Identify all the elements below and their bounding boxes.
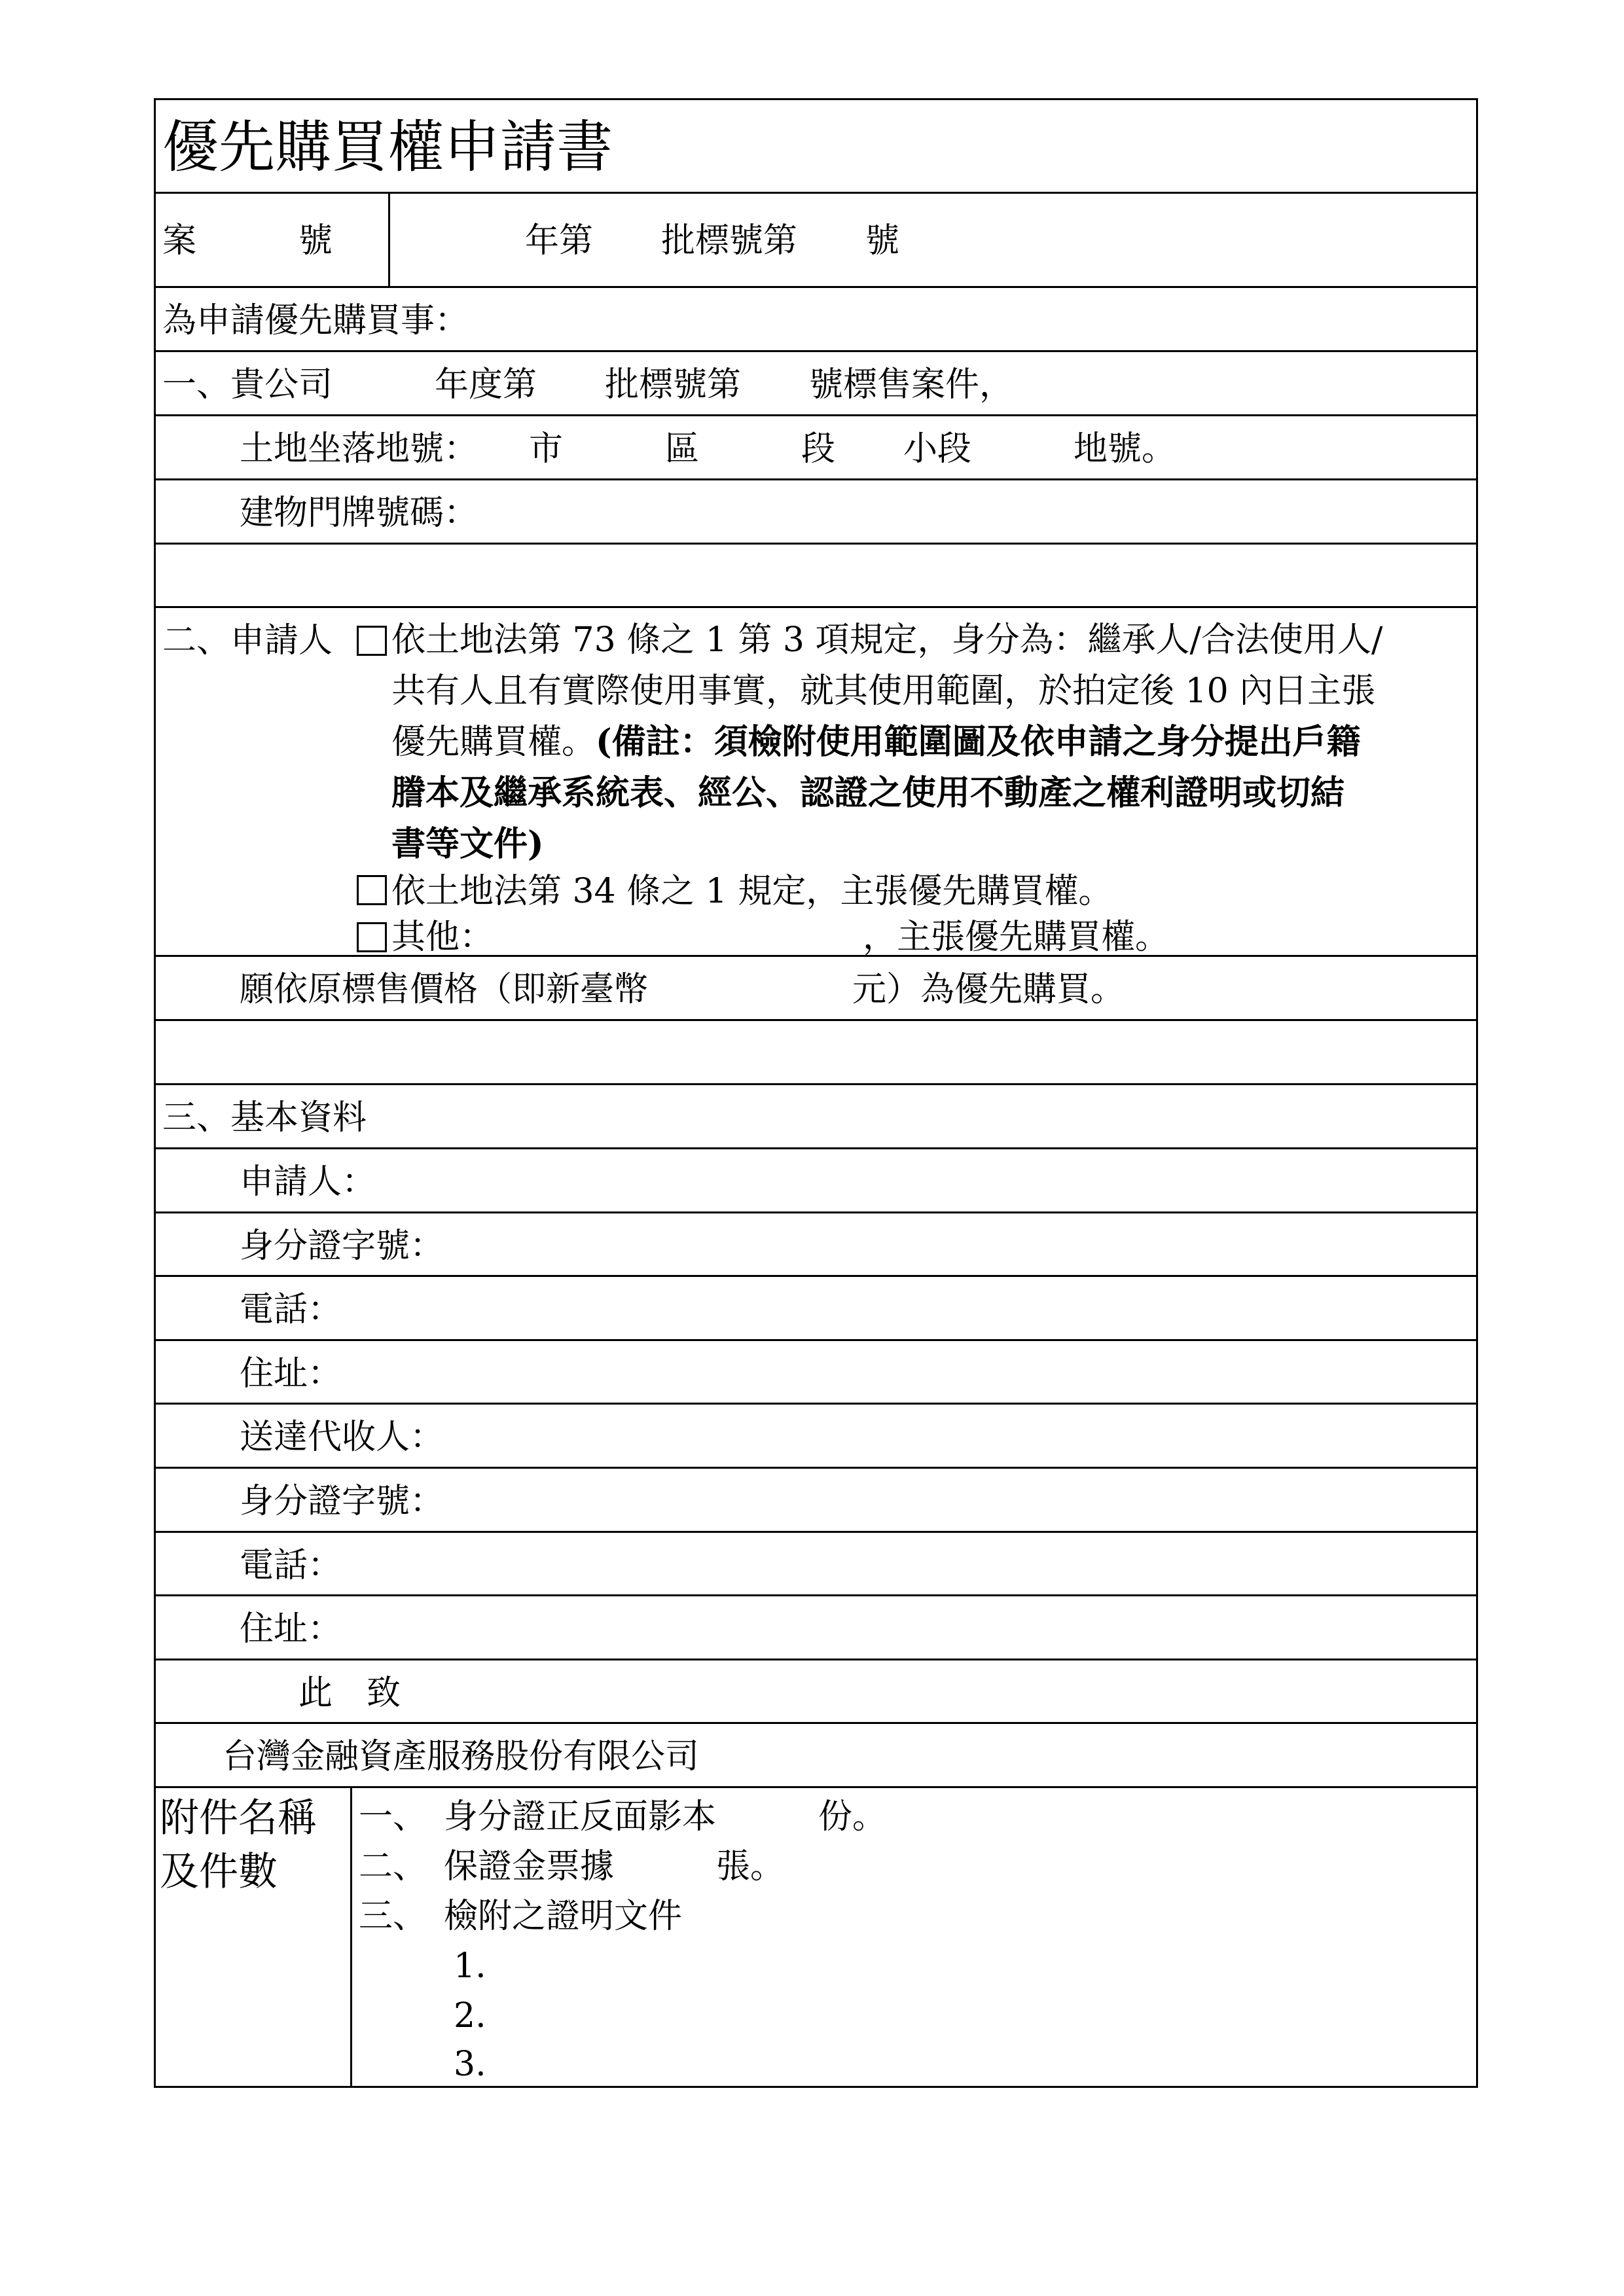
agent-id-label: 身分證字號： bbox=[240, 1482, 444, 1521]
case-number-label: 案 號 bbox=[162, 221, 333, 260]
land-location-line: 土地坐落地號： 市 區 段 小段 地號。 bbox=[240, 429, 1176, 469]
agent-phone-label: 電話： bbox=[240, 1546, 342, 1585]
title-row bbox=[156, 100, 1476, 194]
price-row bbox=[156, 957, 1476, 1021]
option1-line3 bbox=[391, 715, 1361, 769]
option1-note-start: (備註：須檢附使用範圍圖及依申請之身分提出戶籍 bbox=[596, 722, 1361, 762]
attachment-sub2: 2. bbox=[454, 1996, 486, 2036]
attachments-row bbox=[156, 1788, 1476, 2086]
agent-id-row bbox=[156, 1469, 1476, 1533]
land-location-row bbox=[156, 416, 1476, 480]
case-number-row bbox=[156, 194, 1476, 288]
section2-row bbox=[156, 608, 1476, 957]
option3-suffix: ，主張優先購買權。 bbox=[863, 918, 1170, 957]
attachments-divider bbox=[350, 1788, 352, 2086]
applicant-id-row bbox=[156, 1213, 1476, 1277]
attachment-item1: 一、 身分證正反面影本 份。 bbox=[359, 1797, 887, 1837]
recipient-row bbox=[156, 1724, 1476, 1788]
form-title: 優先購買權申請書 bbox=[162, 115, 613, 180]
applicant-address-row bbox=[156, 1341, 1476, 1405]
option1-line2: 共有人且有實際使用事實，就其使用範圍，於拍定後 10 內日主張 bbox=[391, 672, 1376, 711]
attachment-sub3: 3. bbox=[454, 2045, 486, 2084]
recipient-company: 台灣金融資產服務股份有限公司 bbox=[223, 1737, 700, 1776]
applicant-address-label: 住址： bbox=[240, 1354, 342, 1393]
subject-line: 為申請優先購買事： bbox=[162, 301, 469, 340]
agent-label: 送達代收人： bbox=[240, 1418, 444, 1457]
option3-checkbox[interactable] bbox=[357, 922, 387, 952]
applicant-id-label: 身分證字號： bbox=[240, 1227, 444, 1266]
price-line: 願依原標售價格（即新臺幣 元）為優先購買。 bbox=[240, 970, 1125, 1009]
applicant-label: 申請人： bbox=[240, 1162, 376, 1202]
option2-checkbox[interactable] bbox=[357, 875, 387, 905]
agent-address-row bbox=[156, 1596, 1476, 1660]
applicant-phone-label: 電話： bbox=[240, 1290, 342, 1329]
applicant-row bbox=[156, 1149, 1476, 1213]
blank-row-2 bbox=[156, 1021, 1476, 1085]
attachment-item3: 三、 檢附之證明文件 bbox=[359, 1897, 683, 1936]
application-form bbox=[154, 98, 1478, 2088]
closing-to: 此 致 bbox=[298, 1674, 401, 1713]
applicant-phone-row bbox=[156, 1277, 1476, 1341]
case-number-divider bbox=[388, 194, 390, 286]
option1-note-line3: 書等文件) bbox=[391, 824, 544, 864]
attachments-label-line1: 附件名稱 bbox=[160, 1795, 317, 1841]
option2-text: 依土地法第 34 條之 1 規定，主張優先購買權。 bbox=[391, 872, 1113, 911]
option1-checkbox[interactable] bbox=[357, 626, 387, 656]
section1-row bbox=[156, 352, 1476, 416]
blank-row-1 bbox=[156, 545, 1476, 608]
attachment-item2: 二、 保證金票據 張。 bbox=[359, 1847, 785, 1886]
building-number-label: 建物門牌號碼： bbox=[240, 493, 478, 533]
building-number-row bbox=[156, 480, 1476, 545]
option3-prefix: 其他： bbox=[391, 918, 494, 957]
closing-row bbox=[156, 1660, 1476, 1724]
agent-phone-row bbox=[156, 1533, 1476, 1596]
attachments-label-line2: 及件數 bbox=[160, 1849, 278, 1895]
option1-note-line2: 謄本及繼承系統表、經公、認證之使用不動產之權利證明或切結 bbox=[391, 773, 1345, 813]
section2-label: 二、申請人 bbox=[162, 621, 333, 660]
subject-row bbox=[156, 288, 1476, 352]
option1-line3-normal: 優先購買權。 bbox=[391, 723, 596, 762]
section3-heading-row bbox=[156, 1085, 1476, 1149]
attachment-sub1: 1. bbox=[454, 1946, 486, 1986]
agent-address-label: 住址： bbox=[240, 1609, 342, 1649]
section1-case-line: 一、貴公司 年度第 批標號第 號標售案件， bbox=[162, 365, 1014, 404]
agent-row bbox=[156, 1405, 1476, 1469]
option1-line1: 依土地法第 73 條之 1 第 3 項規定，身分為：繼承人/合法使用人/ bbox=[391, 620, 1383, 660]
case-number-value: 年第 批標號第 號 bbox=[457, 221, 900, 260]
section3-heading: 三、基本資料 bbox=[162, 1098, 367, 1138]
